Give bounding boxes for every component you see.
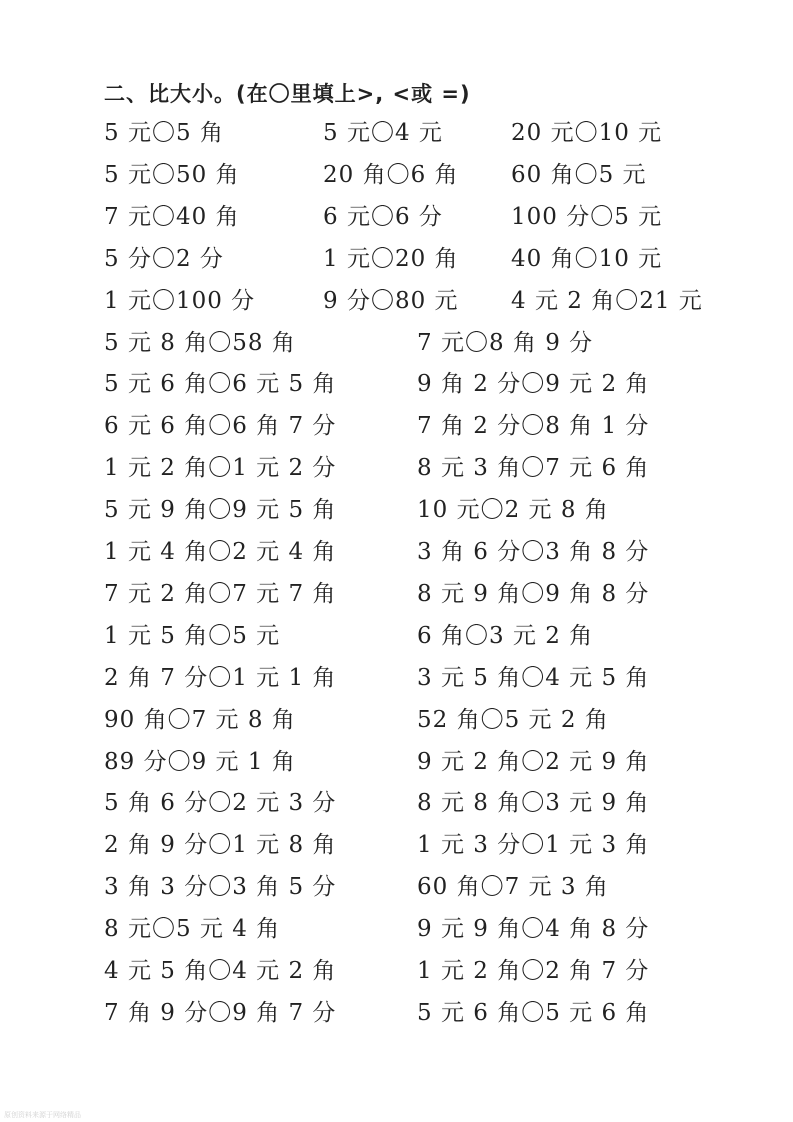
comparison-item: 5 元〇50 角 <box>104 162 240 188</box>
exercise-row <box>104 703 764 737</box>
comparison-item: 90 角〇7 元 8 角 <box>104 707 296 733</box>
comparison-item: 1 元 5 角〇5 元 <box>104 623 281 649</box>
comparison-item: 6 元 6 角〇6 角 7 分 <box>104 413 337 439</box>
comparison-item: 3 元 5 角〇4 元 5 角 <box>417 665 650 691</box>
comparison-item: 7 元〇8 角 9 分 <box>417 330 594 356</box>
exercise-row <box>104 116 764 150</box>
section-title: 二、比大小。(在〇里填上>, <或 =) <box>104 82 471 106</box>
comparison-item: 8 元〇5 元 4 角 <box>104 916 281 942</box>
comparison-item: 7 元 2 角〇7 元 7 角 <box>104 581 337 607</box>
comparison-item: 20 元〇10 元 <box>511 120 663 146</box>
exercise-row <box>104 619 764 653</box>
exercise-row <box>104 367 764 401</box>
comparison-item: 1 元 3 分〇1 元 3 角 <box>417 832 650 858</box>
exercise-row <box>104 242 764 276</box>
comparison-item: 6 角〇3 元 2 角 <box>417 623 594 649</box>
comparison-item: 9 元 2 角〇2 元 9 角 <box>417 749 650 775</box>
exercise-row <box>104 745 764 779</box>
comparison-item: 10 元〇2 元 8 角 <box>417 497 609 523</box>
exercise-row <box>104 577 764 611</box>
comparison-item: 8 元 3 角〇7 元 6 角 <box>417 455 650 481</box>
comparison-item: 60 角〇7 元 3 角 <box>417 874 609 900</box>
exercise-row <box>104 326 764 360</box>
comparison-item: 1 元〇20 角 <box>323 246 459 272</box>
comparison-item: 1 元 4 角〇2 元 4 角 <box>104 539 337 565</box>
comparison-item: 89 分〇9 元 1 角 <box>104 749 296 775</box>
comparison-item: 2 角 7 分〇1 元 1 角 <box>104 665 337 691</box>
comparison-item: 100 分〇5 元 <box>511 204 663 230</box>
exercise-row <box>104 535 764 569</box>
exercise-row <box>104 284 764 318</box>
exercise-row <box>104 828 764 862</box>
comparison-item: 1 元〇100 分 <box>104 288 256 314</box>
comparison-item: 7 角 2 分〇8 角 1 分 <box>417 413 650 439</box>
exercise-row <box>104 158 764 192</box>
exercise-row <box>104 661 764 695</box>
comparison-item: 3 角 3 分〇3 角 5 分 <box>104 874 337 900</box>
footer-watermark: 原创资料来源于网络精品 <box>4 1111 81 1119</box>
comparison-item: 3 角 6 分〇3 角 8 分 <box>417 539 650 565</box>
exercise-row <box>104 200 764 234</box>
exercise-row <box>104 451 764 485</box>
comparison-item: 5 元 6 角〇5 元 6 角 <box>417 1000 650 1026</box>
exercise-row <box>104 870 764 904</box>
comparison-item: 1 元 2 角〇1 元 2 分 <box>104 455 337 481</box>
comparison-item: 4 元 5 角〇4 元 2 角 <box>104 958 337 984</box>
comparison-item: 8 元 8 角〇3 元 9 角 <box>417 790 650 816</box>
comparison-item: 20 角〇6 角 <box>323 162 459 188</box>
comparison-item: 5 角 6 分〇2 元 3 分 <box>104 790 337 816</box>
comparison-item: 5 元〇4 元 <box>323 120 443 146</box>
exercise-row <box>104 493 764 527</box>
exercise-row <box>104 786 764 820</box>
comparison-item: 5 元 6 角〇6 元 5 角 <box>104 371 337 397</box>
comparison-item: 7 角 9 分〇9 角 7 分 <box>104 1000 337 1026</box>
comparison-item: 9 角 2 分〇9 元 2 角 <box>417 371 650 397</box>
comparison-item: 8 元 9 角〇9 角 8 分 <box>417 581 650 607</box>
comparison-item: 40 角〇10 元 <box>511 246 663 272</box>
exercise-row <box>104 996 764 1030</box>
comparison-item: 4 元 2 角〇21 元 <box>511 288 703 314</box>
comparison-item: 9 分〇80 元 <box>323 288 459 314</box>
exercise-row <box>104 954 764 988</box>
exercise-row <box>104 912 764 946</box>
comparison-item: 5 元 9 角〇9 元 5 角 <box>104 497 337 523</box>
exercise-row <box>104 409 764 443</box>
comparison-item: 9 元 9 角〇4 角 8 分 <box>417 916 650 942</box>
comparison-item: 5 分〇2 分 <box>104 246 224 272</box>
comparison-item: 60 角〇5 元 <box>511 162 647 188</box>
comparison-item: 2 角 9 分〇1 元 8 角 <box>104 832 337 858</box>
comparison-item: 5 元 8 角〇58 角 <box>104 330 296 356</box>
comparison-item: 6 元〇6 分 <box>323 204 443 230</box>
comparison-item: 7 元〇40 角 <box>104 204 240 230</box>
comparison-item: 1 元 2 角〇2 角 7 分 <box>417 958 650 984</box>
comparison-item: 5 元〇5 角 <box>104 120 224 146</box>
comparison-item: 52 角〇5 元 2 角 <box>417 707 609 733</box>
